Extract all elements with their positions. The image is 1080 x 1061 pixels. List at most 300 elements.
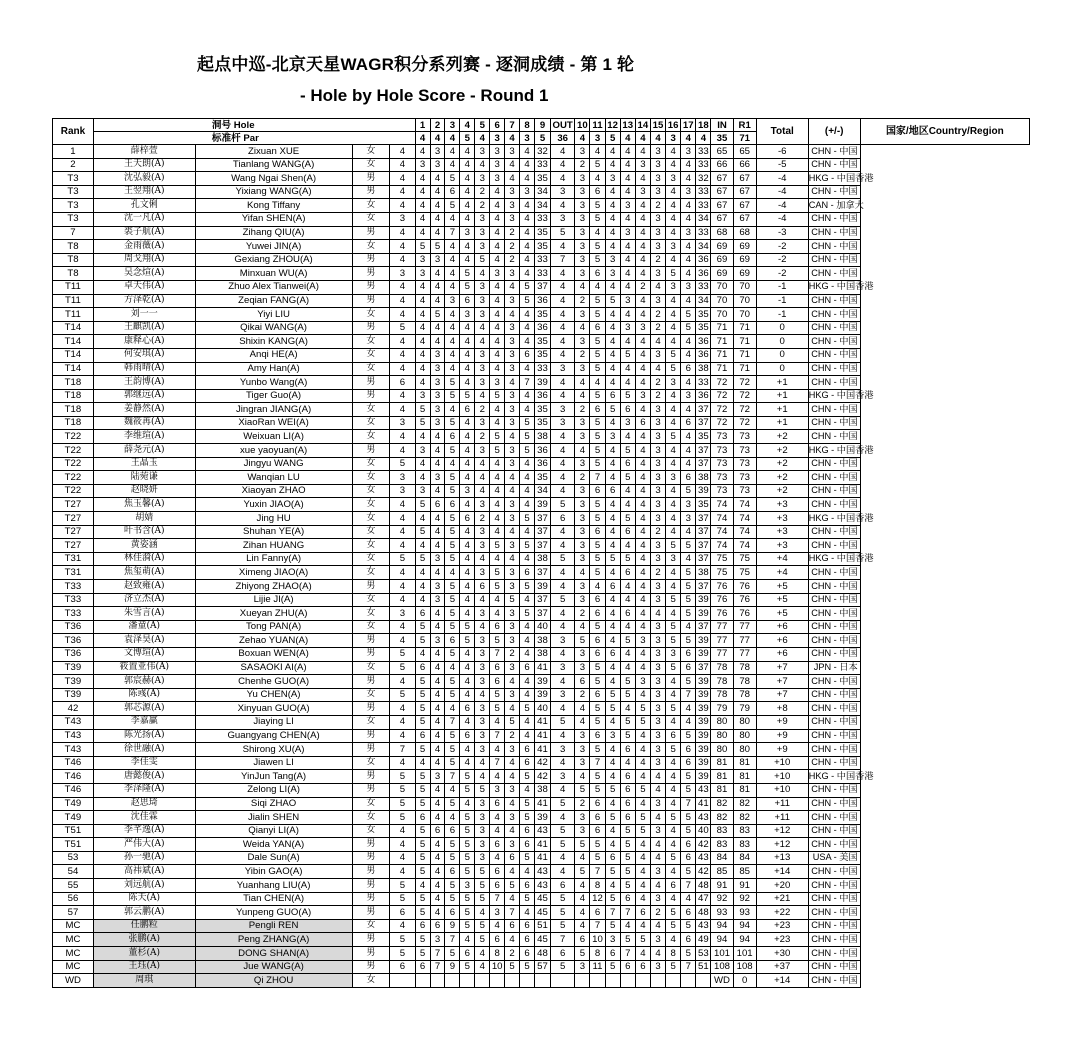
gender-cell: 女 <box>352 919 390 933</box>
hole-score-cell: 4 <box>460 158 475 172</box>
hole-score-cell: 4 <box>505 484 520 498</box>
par-value: 3 <box>590 132 605 145</box>
total-cell: 69 <box>733 253 756 267</box>
hole-score-cell: 5 <box>681 607 696 621</box>
hole-score-cell: 5 <box>460 906 475 920</box>
out-score-cell: 41 <box>534 838 550 852</box>
gender-cell: 女 <box>352 661 390 675</box>
hole-score-cell: 4 <box>445 253 460 267</box>
hole-score-cell: 5 <box>520 797 535 811</box>
hole-score-cell <box>415 974 430 988</box>
hole-score-cell: 3 <box>620 199 635 213</box>
country-cell: CHN - 中国 <box>808 226 860 240</box>
rank-cell: T8 <box>53 240 94 254</box>
hole-score-cell: 4 <box>430 607 445 621</box>
hole-score-cell: 4 <box>490 240 505 254</box>
out-score-cell: 40 <box>534 702 550 716</box>
country-cell: CHN - 中国 <box>808 702 860 716</box>
hole-score-cell: 4 <box>490 743 505 757</box>
plusminus-cell: +3 <box>756 539 808 553</box>
hole-score-cell: 6 <box>681 743 696 757</box>
hole-score-cell: 4 <box>390 444 415 458</box>
rank-cell: T46 <box>53 756 94 770</box>
hole-score-cell: 5 <box>390 321 415 335</box>
in-score-cell: 42 <box>696 865 711 879</box>
hole-score-cell: 5 <box>390 933 415 947</box>
hole-score-cell: 7 <box>520 376 535 390</box>
table-row <box>53 280 1030 294</box>
chinese-name-cell: 胡婧 <box>93 512 195 526</box>
out-score-cell: 35 <box>534 308 550 322</box>
gender-cell: 女 <box>352 607 390 621</box>
table-row <box>53 960 1030 974</box>
out-score-cell: 40 <box>534 620 550 634</box>
hole-score-cell: 4 <box>520 145 535 159</box>
in-score-cell: 37 <box>696 539 711 553</box>
chinese-name-cell: 薛梓萱 <box>93 145 195 159</box>
in-score-cell: 32 <box>696 172 711 186</box>
hole-score-cell: 4 <box>490 416 505 430</box>
hole-score-cell: 5 <box>681 675 696 689</box>
hole-score-cell: 6 <box>590 811 605 825</box>
hole-score-cell: 4 <box>520 199 535 213</box>
hole-score-cell: 5 <box>490 566 505 580</box>
hole-score-cell: 4 <box>605 185 620 199</box>
total-cell: 80 <box>733 715 756 729</box>
hole-score-cell: 4 <box>520 498 535 512</box>
hole-score-cell: 5 <box>666 430 681 444</box>
hole-score-cell: 5 <box>415 240 430 254</box>
hole-score-cell: 5 <box>590 444 605 458</box>
hole-score-cell: 4 <box>551 607 575 621</box>
hole-score-cell: 5 <box>590 770 605 784</box>
hole-score-cell: 3 <box>551 212 575 226</box>
hole-score-cell: 5 <box>475 783 490 797</box>
plusminus-cell: +2 <box>756 457 808 471</box>
hole-score-cell: 2 <box>505 226 520 240</box>
hole-score-cell: 3 <box>430 580 445 594</box>
hole-score-cell: 3 <box>575 335 590 349</box>
rank-cell: T22 <box>53 430 94 444</box>
hole-score-cell: 3 <box>575 647 590 661</box>
hole-score-cell: 3 <box>475 280 490 294</box>
hole-score-cell: 4 <box>681 172 696 186</box>
hole-score-cell: 4 <box>635 647 650 661</box>
hole-score-cell: 3 <box>475 145 490 159</box>
hole-score-cell: 3 <box>430 145 445 159</box>
table-row <box>53 566 1030 580</box>
in-score-cell: 39 <box>696 715 711 729</box>
round1-score-cell: 73 <box>711 444 733 458</box>
hole-score-cell: 5 <box>445 879 460 893</box>
hole-score-cell: 4 <box>430 199 445 213</box>
hole-score-cell: 5 <box>520 607 535 621</box>
country-cell: HKG - 中国香港 <box>808 389 860 403</box>
hole-score-cell: 4 <box>650 783 665 797</box>
round1-score-cell: 91 <box>711 879 733 893</box>
in-score-cell: 38 <box>696 362 711 376</box>
hole-score-cell: 3 <box>650 552 665 566</box>
hole-score-cell: 5 <box>666 593 681 607</box>
hole-score-cell: 4 <box>551 484 575 498</box>
gender-cell: 女 <box>352 620 390 634</box>
hole-score-cell: 5 <box>490 539 505 553</box>
hole-score-cell: 4 <box>605 620 620 634</box>
hole-score-cell: 3 <box>505 661 520 675</box>
hole-score-cell: 4 <box>490 212 505 226</box>
hole-score-cell: 3 <box>650 512 665 526</box>
hole-score-cell: 3 <box>650 172 665 186</box>
gender-cell: 男 <box>352 185 390 199</box>
table-row <box>53 362 1030 376</box>
hole-score-cell: 4 <box>551 756 575 770</box>
hole-score-cell: 3 <box>490 172 505 186</box>
hole-score-cell: 3 <box>575 484 590 498</box>
hole-score-cell: 3 <box>505 838 520 852</box>
hole-score-cell: 4 <box>475 457 490 471</box>
hole-score-cell: 5 <box>415 743 430 757</box>
hole-score-cell: 4 <box>430 294 445 308</box>
hole-score-cell: 4 <box>551 851 575 865</box>
gender-cell: 女 <box>352 715 390 729</box>
plusminus-cell: +2 <box>756 484 808 498</box>
hole-score-cell: 4 <box>475 552 490 566</box>
hole-score-cell: 4 <box>430 851 445 865</box>
hole-score-cell: 5 <box>415 620 430 634</box>
rank-cell: T3 <box>53 199 94 213</box>
hole-score-cell: 4 <box>430 267 445 281</box>
hole-score-cell: 5 <box>635 933 650 947</box>
hole-score-cell: 3 <box>475 226 490 240</box>
plusminus-cell: +3 <box>756 498 808 512</box>
table-row <box>53 851 1030 865</box>
chinese-name-cell: 董杉(A) <box>93 947 195 961</box>
total-cell: 69 <box>733 240 756 254</box>
in-score-cell: 39 <box>696 484 711 498</box>
hole-score-cell: 3 <box>475 172 490 186</box>
rank-cell: T18 <box>53 416 94 430</box>
hole-score-cell: 5 <box>520 539 535 553</box>
hole-score-cell: 4 <box>390 675 415 689</box>
hole-score-cell: 4 <box>490 770 505 784</box>
gender-cell: 男 <box>352 647 390 661</box>
hole-score-cell: 2 <box>650 321 665 335</box>
hole-score-cell: 4 <box>635 172 650 186</box>
gender-cell: 男 <box>352 838 390 852</box>
hole-score-cell: 3 <box>650 580 665 594</box>
hole-score-cell: 5 <box>460 960 475 974</box>
plusminus-cell: 0 <box>756 335 808 349</box>
hole-score-cell: 4 <box>415 145 430 159</box>
chinese-name-cell: 林佳漪(A) <box>93 552 195 566</box>
hole-score-cell: 3 <box>650 960 665 974</box>
hole-score-cell: 7 <box>620 906 635 920</box>
hole-score-cell: 5 <box>460 838 475 852</box>
hole-score-cell: 6 <box>620 770 635 784</box>
hole-score-cell: 4 <box>666 512 681 526</box>
hole-score-cell: 5 <box>590 675 605 689</box>
country-cell: CHN - 中国 <box>808 919 860 933</box>
in-score-cell: 34 <box>696 240 711 254</box>
hole-score-cell: 5 <box>666 919 681 933</box>
hole-score-cell: 4 <box>445 240 460 254</box>
hole-score-cell: 5 <box>490 688 505 702</box>
gender-cell: 男 <box>352 770 390 784</box>
hole-score-cell: 3 <box>650 539 665 553</box>
hole-score-cell: 3 <box>650 824 665 838</box>
in-score-cell: 37 <box>696 580 711 594</box>
hole-score-cell: 4 <box>681 240 696 254</box>
scorecard-table <box>52 118 1030 988</box>
hole-score-cell: 4 <box>490 348 505 362</box>
english-name-cell: Amy Han(A) <box>195 362 352 376</box>
plusminus-header: (+/-) <box>808 119 860 145</box>
hole-score-cell: 6 <box>551 512 575 526</box>
hole-score-cell: 4 <box>635 539 650 553</box>
hole-score-cell: 4 <box>505 280 520 294</box>
hole-score-cell: 3 <box>575 145 590 159</box>
hole-score-cell: 6 <box>520 933 535 947</box>
hole-score-cell: 4 <box>620 430 635 444</box>
hole-score-cell: 4 <box>635 430 650 444</box>
hole-score-cell: 4 <box>445 811 460 825</box>
out-score-cell: 41 <box>534 729 550 743</box>
hole-score-cell: 3 <box>475 376 490 390</box>
hole-score-cell: 5 <box>460 919 475 933</box>
table-row <box>53 593 1030 607</box>
rank-cell: T49 <box>53 797 94 811</box>
hole-score-cell: 5 <box>551 498 575 512</box>
hole-score-cell: 4 <box>445 661 460 675</box>
english-name-cell: Tianlang WANG(A) <box>195 158 352 172</box>
hole-score-cell: 3 <box>475 811 490 825</box>
hole-score-cell: 4 <box>430 321 445 335</box>
hole-score-cell: 6 <box>460 947 475 961</box>
hole-score-cell: 6 <box>445 824 460 838</box>
hole-score-cell: 6 <box>590 634 605 648</box>
rank-cell: T18 <box>53 376 94 390</box>
hole-score-cell: 5 <box>605 783 620 797</box>
hole-score-cell: 7 <box>445 715 460 729</box>
hole-score-cell: 3 <box>650 647 665 661</box>
hole-score-cell: 4 <box>460 145 475 159</box>
table-row <box>53 267 1030 281</box>
total-cell: 67 <box>733 199 756 213</box>
hole-number: 13 <box>620 119 635 132</box>
hole-score-cell: 3 <box>650 267 665 281</box>
hole-score-cell: 5 <box>666 620 681 634</box>
rank-cell: WD <box>53 974 94 988</box>
hole-score-cell: 5 <box>475 865 490 879</box>
plusminus-cell: +8 <box>756 702 808 716</box>
rank-cell: T14 <box>53 335 94 349</box>
hole-score-cell: 4 <box>490 321 505 335</box>
total-cell: 71 <box>733 335 756 349</box>
hole-score-cell: 4 <box>635 376 650 390</box>
hole-score-cell: 4 <box>430 756 445 770</box>
hole-score-cell: 7 <box>490 729 505 743</box>
hole-score-cell: 5 <box>390 783 415 797</box>
rank-cell: T43 <box>53 743 94 757</box>
hole-score-cell: 4 <box>520 253 535 267</box>
hole-score-cell: 6 <box>445 865 460 879</box>
hole-score-cell: 5 <box>460 851 475 865</box>
table-row <box>53 145 1030 159</box>
hole-score-cell: 4 <box>445 308 460 322</box>
table-row <box>53 457 1030 471</box>
country-cell: CHN - 中国 <box>808 715 860 729</box>
chinese-name-cell: 陈光扬(A) <box>93 729 195 743</box>
hole-score-cell <box>390 974 415 988</box>
table-row <box>53 743 1030 757</box>
hole-score-cell: 4 <box>415 566 430 580</box>
hole-score-cell: 4 <box>415 212 430 226</box>
hole-score-cell: 4 <box>475 688 490 702</box>
english-name-cell: Gexiang ZHOU(A) <box>195 253 352 267</box>
hole-score-cell: 5 <box>681 566 696 580</box>
hole-score-cell: 3 <box>430 362 445 376</box>
gender-cell: 女 <box>352 471 390 485</box>
hole-score-cell: 4 <box>666 226 681 240</box>
hole-score-cell: 4 <box>635 743 650 757</box>
hole-score-cell: 4 <box>635 362 650 376</box>
total-cell: 70 <box>733 294 756 308</box>
hole-score-cell: 3 <box>475 851 490 865</box>
hole-score-cell: 3 <box>620 321 635 335</box>
hole-score-cell: 4 <box>505 376 520 390</box>
in-score-cell: 38 <box>696 471 711 485</box>
gender-cell: 女 <box>352 212 390 226</box>
hole-score-cell: 5 <box>390 811 415 825</box>
hole-score-cell: 4 <box>605 226 620 240</box>
total-cell: 66 <box>733 158 756 172</box>
par-value: 4 <box>696 132 711 145</box>
hole-score-cell: 5 <box>590 457 605 471</box>
table-row <box>53 702 1030 716</box>
par-value: 4 <box>620 132 635 145</box>
hole-score-cell: 3 <box>505 335 520 349</box>
hole-score-cell: 3 <box>430 403 445 417</box>
hole-score-cell: 5 <box>475 892 490 906</box>
hole-score-cell: 4 <box>460 376 475 390</box>
hole-score-cell: 4 <box>460 566 475 580</box>
rank-cell: 2 <box>53 158 94 172</box>
plusminus-cell: +9 <box>756 715 808 729</box>
hole-score-cell: 4 <box>551 280 575 294</box>
in-score-cell: 39 <box>696 756 711 770</box>
english-name-cell: Xiaoyan ZHAO <box>195 484 352 498</box>
country-cell: CHN - 中国 <box>808 865 860 879</box>
hole-score-cell: 4 <box>520 226 535 240</box>
hole-score-cell: 4 <box>551 321 575 335</box>
hole-score-cell: 4 <box>445 566 460 580</box>
hole-score-cell: 6 <box>620 960 635 974</box>
in-score-cell: 39 <box>696 607 711 621</box>
hole-score-cell: 5 <box>445 797 460 811</box>
hole-score-cell: 5 <box>575 783 590 797</box>
hole-score-cell: 4 <box>520 212 535 226</box>
total-cell: 71 <box>733 348 756 362</box>
hole-score-cell: 4 <box>681 702 696 716</box>
hole-score-cell: 4 <box>520 865 535 879</box>
hole-score-cell: 7 <box>681 960 696 974</box>
hole-score-cell: 3 <box>650 185 665 199</box>
hole-score-cell: 3 <box>490 145 505 159</box>
english-name-cell: Zihan HUANG <box>195 539 352 553</box>
english-name-cell: Ximeng JIAO(A) <box>195 566 352 580</box>
plusminus-cell: +30 <box>756 947 808 961</box>
rank-cell: T33 <box>53 580 94 594</box>
hole-score-cell: 5 <box>590 539 605 553</box>
country-cell: CHN - 中国 <box>808 348 860 362</box>
hole-score-cell: 3 <box>666 471 681 485</box>
hole-score-cell: 4 <box>390 199 415 213</box>
hole-score-cell: 5 <box>590 430 605 444</box>
hole-score-cell: 5 <box>590 335 605 349</box>
round1-score-cell: 85 <box>711 865 733 879</box>
hole-score-cell: 3 <box>575 552 590 566</box>
hole-score-cell: 3 <box>575 308 590 322</box>
hole-score-cell: 4 <box>490 811 505 825</box>
hole-score-cell: 4 <box>681 525 696 539</box>
hole-score-cell: 5 <box>666 851 681 865</box>
hole-score-cell: 3 <box>505 416 520 430</box>
hole-score-cell: 3 <box>650 756 665 770</box>
hole-score-cell: 4 <box>415 430 430 444</box>
round1-score-cell: 80 <box>711 715 733 729</box>
hole-score-cell: 6 <box>590 403 605 417</box>
gender-cell: 男 <box>352 253 390 267</box>
hole-score-cell: 5 <box>415 824 430 838</box>
total-cell: 76 <box>733 580 756 594</box>
hole-score-cell: 3 <box>650 294 665 308</box>
hole-score-cell: 6 <box>620 892 635 906</box>
table-header <box>53 119 1030 145</box>
chinese-name-cell: 沈一凡(A) <box>93 212 195 226</box>
total-cell: 72 <box>733 389 756 403</box>
plusminus-cell: -5 <box>756 158 808 172</box>
hole-score-cell: 3 <box>475 715 490 729</box>
rank-cell: T8 <box>53 267 94 281</box>
hole-score-cell: 6 <box>520 919 535 933</box>
out-score-cell: 43 <box>534 865 550 879</box>
hole-score-cell: 7 <box>551 253 575 267</box>
hole-score-cell: 4 <box>605 770 620 784</box>
hole-score-cell: 4 <box>520 729 535 743</box>
hole-score-cell: 4 <box>460 185 475 199</box>
table-row <box>53 525 1030 539</box>
in-score-cell: 39 <box>696 743 711 757</box>
hole-score-cell: 4 <box>681 403 696 417</box>
english-name-cell: Qi ZHOU <box>195 974 352 988</box>
hole-score-cell <box>551 974 575 988</box>
hole-score-cell: 3 <box>390 484 415 498</box>
total-cell: 82 <box>733 797 756 811</box>
hole-score-cell: 4 <box>430 675 445 689</box>
table-row <box>53 498 1030 512</box>
country-cell: CHN - 中国 <box>808 620 860 634</box>
hole-score-cell: 5 <box>415 552 430 566</box>
hole-score-cell: 4 <box>415 199 430 213</box>
hole-score-cell: 4 <box>605 457 620 471</box>
gender-cell: 女 <box>352 593 390 607</box>
country-cell: CHN - 中国 <box>808 158 860 172</box>
round1-score-cell: 71 <box>711 335 733 349</box>
hole-score-cell: 6 <box>490 675 505 689</box>
hole-score-cell: 4 <box>390 185 415 199</box>
hole-score-cell: 4 <box>490 525 505 539</box>
hole-score-cell: 4 <box>605 715 620 729</box>
